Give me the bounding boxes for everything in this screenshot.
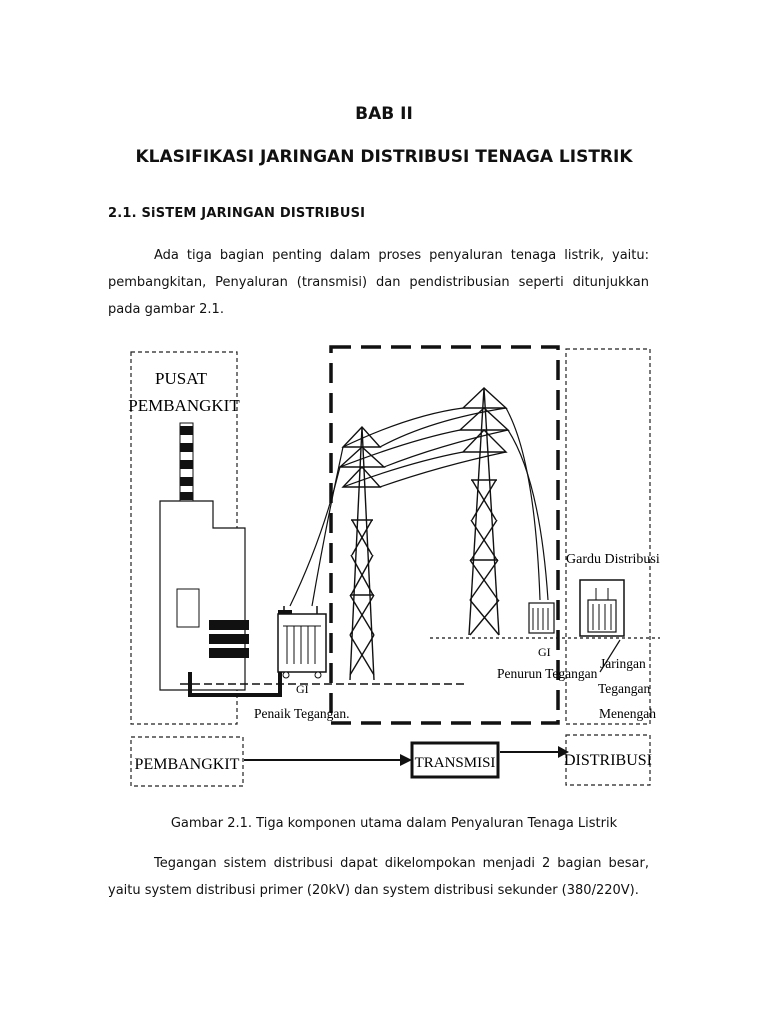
intro-text: Ada tiga bagian penting dalam proses penyaluran tenaga listrik, yaitu: pembangkitan, Penyaluran (transmisi) dan pendistribusian seperti ditunjukkan pada gambar 2.1. <box>108 248 649 317</box>
figure-caption: Gambar 2.1. Tiga komponen utama dalam Penyaluran Tenaga Listrik <box>170 816 618 831</box>
gi-right-label: GI <box>538 645 551 659</box>
intro-paragraph <box>108 242 649 323</box>
step-up-transformer-icon <box>278 606 326 678</box>
flow-distribusi-label: DISTRIBUSI <box>563 752 653 769</box>
distribution-substation-icon <box>580 580 624 636</box>
power-plant-building-icon <box>160 501 292 695</box>
gi-left-label: GI <box>296 682 309 696</box>
transmission-lines <box>290 408 548 606</box>
step-up-label: Penaik Tegangan. <box>254 706 350 721</box>
jaringan-label-2: Tegangan <box>598 681 651 696</box>
transmission-tower-right-icon <box>460 388 508 635</box>
step-down-label: Penurun Tegangan <box>497 666 598 681</box>
gardu-distribusi-label: Gardu Distribusi <box>566 552 660 567</box>
jaringan-label-1: Jaringan <box>600 656 646 671</box>
closing-paragraph <box>108 850 649 904</box>
arrow-head-1 <box>400 754 412 766</box>
chapter-number: BAB II <box>355 104 413 124</box>
section-heading: 2.1. SiSTEM JARINGAN DISTRIBUSI <box>108 206 366 221</box>
closing-text: Tegangan sistem distribusi dapat dikelompokan menjadi 2 bagian besar, yaitu system distribusi primer (20kV) dan system distribusi sekunder (380/220V). <box>108 856 649 898</box>
flow-pembangkit-label: PEMBANGKIT <box>134 756 240 773</box>
flow-transmisi-label: TRANSMISI <box>414 755 496 771</box>
pusat-label: PUSAT <box>155 369 207 388</box>
pembangkit-label: PEMBANGKIT <box>128 396 240 415</box>
chimney-icon <box>180 423 193 501</box>
chapter-title: KLASIFIKASI JARINGAN DISTRIBUSI TENAGA LISTRIK <box>135 147 633 167</box>
jaringan-label-3: Menengah <box>599 706 656 721</box>
power-system-figure <box>0 330 768 810</box>
step-down-transformer-icon <box>529 603 554 633</box>
